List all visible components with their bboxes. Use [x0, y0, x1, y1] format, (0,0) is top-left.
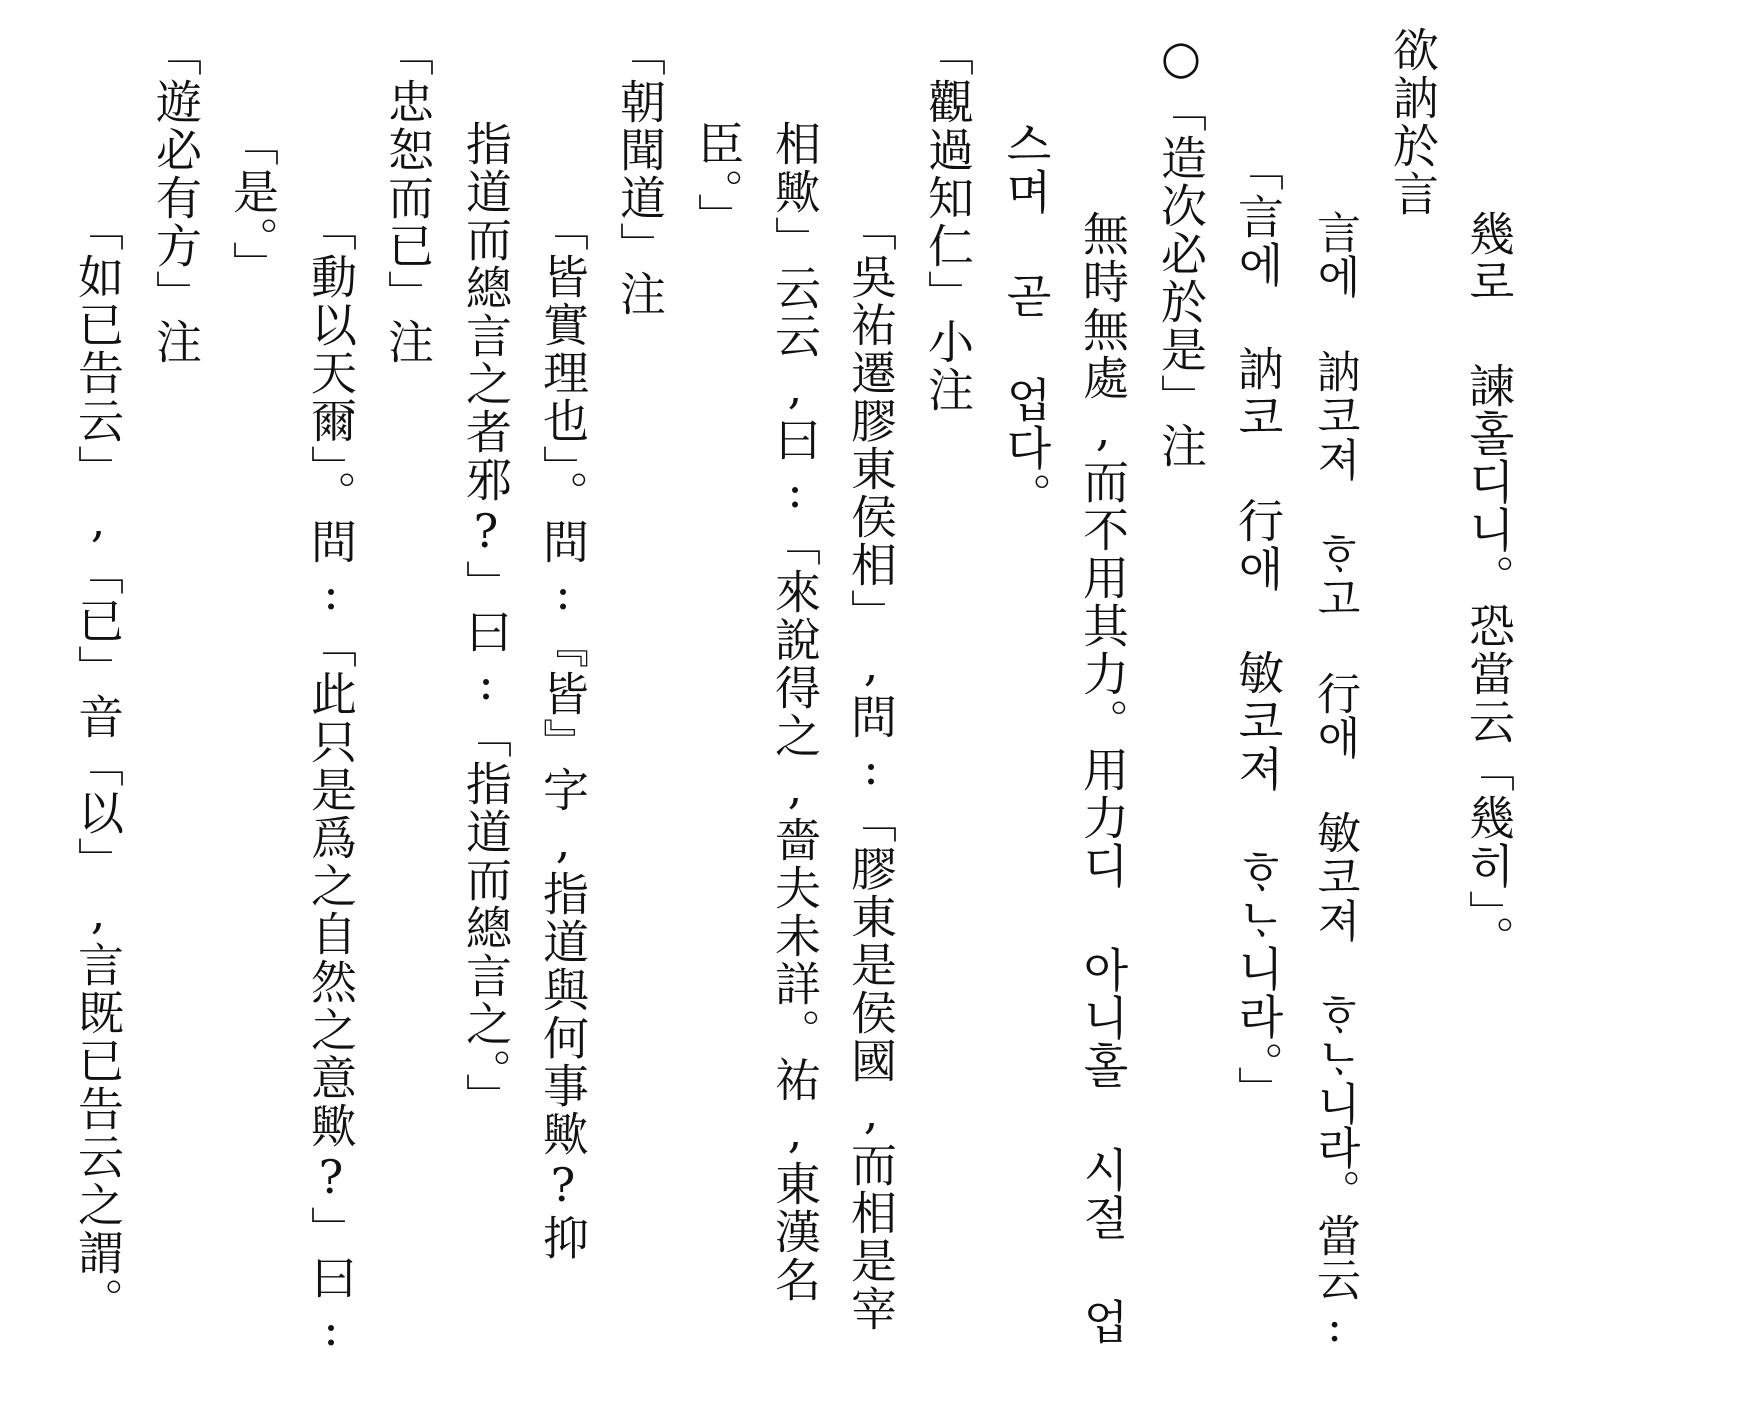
- text-column-19: 「如已告云」,「已」音「以」,言既已告云之謂。: [71, 205, 125, 1325]
- text-column-8: 「觀過知仁」小注: [921, 30, 975, 414]
- text-column-12: 「朝聞道」注: [613, 30, 667, 318]
- text-column-6: 無時無處,而不用其力。用力디 아니홀 시절 업: [1076, 210, 1130, 1346]
- text-column-15: 「忠恕而已」注: [381, 30, 435, 366]
- text-column-1: 欲訥於言: [1386, 26, 1440, 218]
- text-column-3: 言에 訥코져 ᄒᆞ고 行애 敏코져 ᄒᆞᄂᆞ니라。當云:: [1309, 210, 1360, 1352]
- text-column-13: 「皆實理也」。問:『皆』字,指道與何事歟?抑: [536, 205, 590, 1262]
- text-column-14: 指道而總言之者邪?」曰:「指道而總言之。」: [459, 120, 513, 1121]
- text-column-16: 「動以天爾」。問:「此只是爲之自然之意歟?」曰:: [304, 205, 358, 1358]
- text-column-5: ○「造次必於是」注: [1154, 30, 1208, 470]
- text-column-4: 「言에 訥코 行애 敏코져 ᄒᆞᄂᆞ니라。」: [1231, 145, 1285, 1114]
- text-column-2: 幾로 諫홀디니。恐當云「幾히」。: [1462, 210, 1516, 963]
- text-column-11: 臣。」: [691, 120, 745, 241]
- text-column-9: 「吳祐遷膠東侯相」,問:「膠東是侯國,而相是宰: [844, 205, 898, 1333]
- text-column-10: 相歟」云云,曰:「來說得之,嗇夫未詳。祐,東漢名: [768, 120, 822, 1304]
- text-column-18: 「遊必有方」注: [149, 30, 203, 366]
- text-column-17: 「是。」: [226, 120, 280, 289]
- text-column-7: 스며 곧 업다。: [999, 120, 1053, 520]
